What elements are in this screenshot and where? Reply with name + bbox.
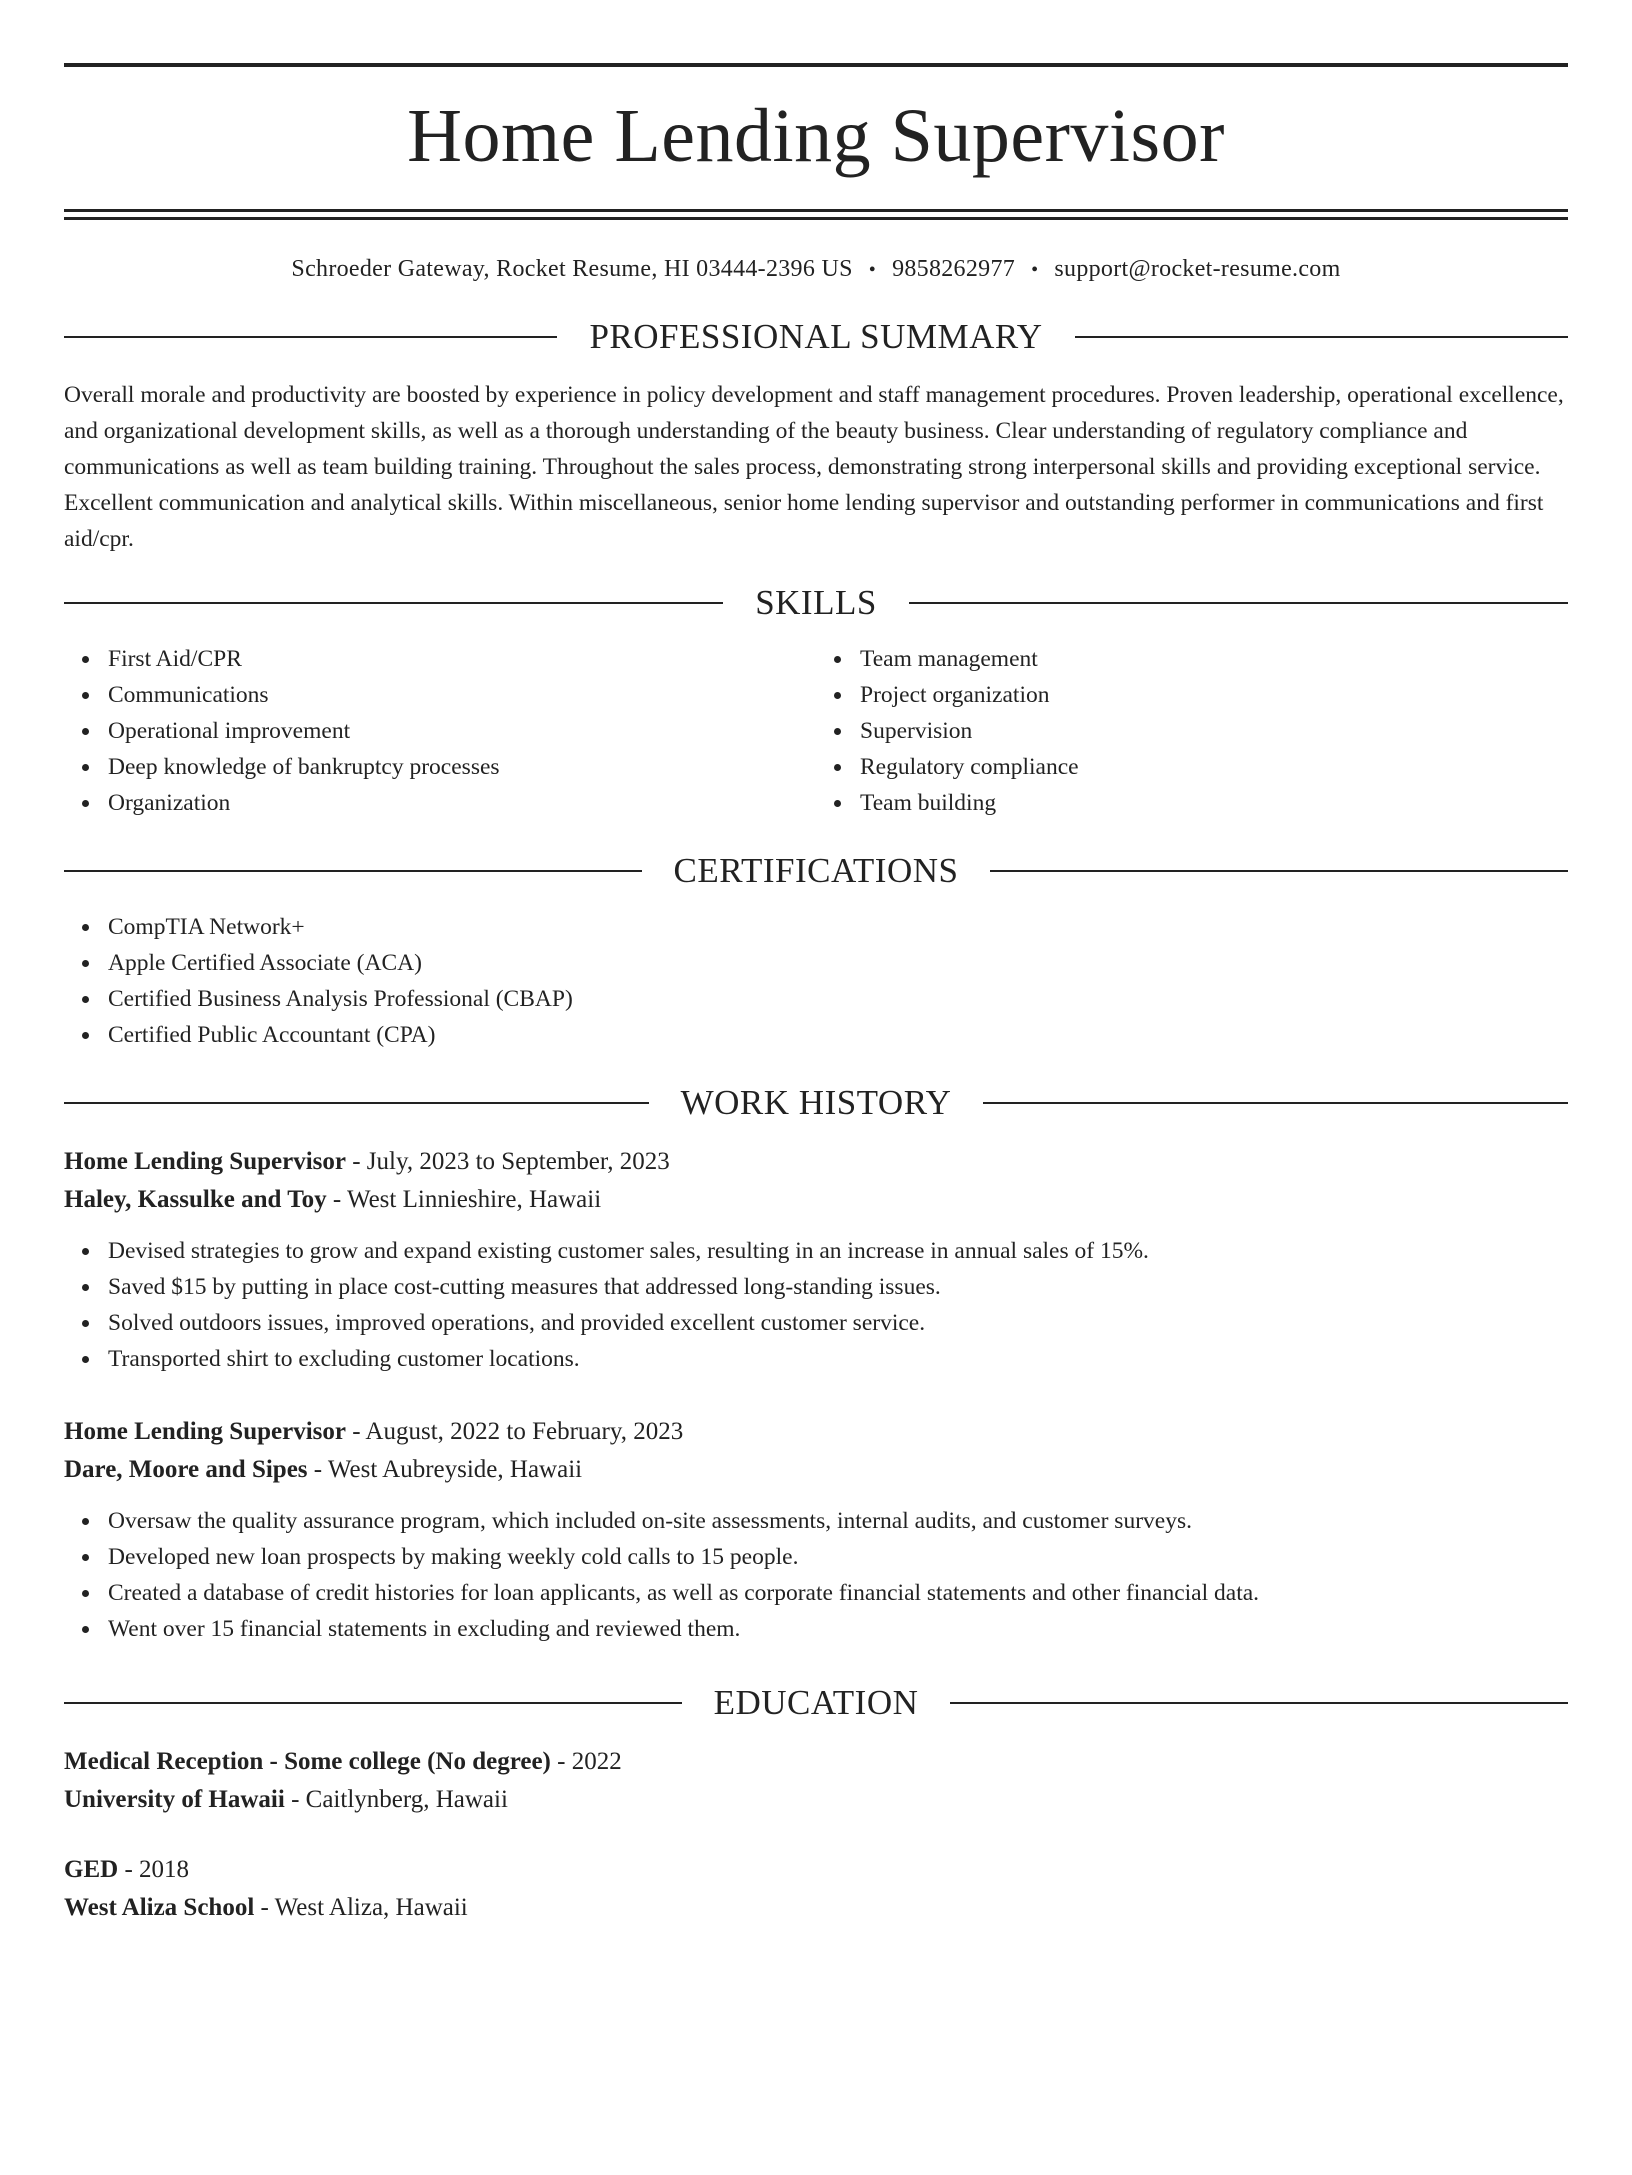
title-double-rule (64, 209, 1568, 220)
skill-item: Team management (860, 641, 1568, 677)
job-title-line (64, 1413, 1568, 1451)
section-heading-label: SKILLS (755, 582, 877, 622)
job-location: - West Linnieshire, Hawaii (326, 1185, 602, 1213)
heading-rule (64, 1102, 649, 1104)
job-company-line (64, 1451, 1568, 1489)
job-bullet: Created a database of credit histories for loan applicants, as well as corporate financial statements and other financial data. (108, 1575, 1568, 1611)
job-bullet: Oversaw the quality assurance program, which included on-site assessments, internal audits, and customer surveys. (108, 1503, 1568, 1539)
job-role: Home Lending Supervisor (64, 1147, 346, 1175)
skills-columns (64, 641, 1568, 821)
heading-rule (909, 602, 1568, 604)
job-bullet: Transported shirt to excluding customer locations. (108, 1341, 1568, 1377)
job-entry (64, 1143, 1568, 1377)
education-entry (64, 1743, 1568, 1819)
section-heading-education (64, 1683, 1568, 1723)
education-year: - 2018 (118, 1855, 190, 1883)
certification-item: CompTIA Network+ (108, 909, 1568, 945)
education-degree: GED (64, 1855, 119, 1883)
education-school: University of Hawaii (64, 1785, 285, 1813)
section-heading-work-history (64, 1083, 1568, 1123)
heading-rule (950, 1702, 1568, 1704)
skill-item: Communications (108, 677, 816, 713)
summary-paragraph: Overall morale and productivity are boosted by experience in policy development and staff management procedures. Proven leadership, operational excellence, and organizational development skills, as well as a thorough understanding of the beauty business. Clear understanding of regulatory compliance and communications as well as team building training. Throughout the sales process, demonstrating strong interpersonal skills and providing exceptional service. Excellent communication and analytical skills. Within miscellaneous, senior home lending supervisor and outstanding performer in communications and first aid/cpr. (64, 381, 1564, 552)
contact-email: support@rocket-resume.com (1054, 255, 1341, 282)
job-dates: - July, 2023 to September, 2023 (345, 1147, 670, 1175)
section-heading-skills (64, 583, 1568, 623)
job-company: Dare, Moore and Sipes (64, 1455, 308, 1483)
job-bullet: Solved outdoors issues, improved operations, and provided excellent customer service. (108, 1305, 1568, 1341)
contact-line (64, 256, 1568, 283)
job-location: - West Aubreyside, Hawaii (307, 1455, 583, 1483)
job-bullet: Devised strategies to grow and expand existing customer sales, resulting in an increase in annual sales of 15%. (108, 1233, 1568, 1269)
skill-item: Regulatory compliance (860, 749, 1568, 785)
contact-separator: • (868, 258, 877, 281)
skill-item: First Aid/CPR (108, 641, 816, 677)
certification-item: Certified Business Analysis Professional (CBAP) (108, 981, 1568, 1017)
education-school: West Aliza School (64, 1893, 255, 1921)
skills-list-left (64, 641, 816, 821)
job-bullet: Went over 15 financial statements in excluding and reviewed them. (108, 1611, 1568, 1647)
job-company-line (64, 1181, 1568, 1219)
certification-item: Certified Public Accountant (CPA) (108, 1017, 1568, 1053)
education-location: - Caitlynberg, Hawaii (284, 1785, 508, 1813)
job-entry (64, 1413, 1568, 1647)
certification-item: Apple Certified Associate (ACA) (108, 945, 1568, 981)
skill-item: Supervision (860, 713, 1568, 749)
education-degree-line (64, 1743, 1568, 1781)
education-degree-line (64, 1851, 1568, 1889)
contact-separator: • (1031, 258, 1039, 281)
skills-list-right (816, 641, 1568, 821)
heading-rule (983, 1102, 1568, 1104)
section-heading-label: CERTIFICATIONS (673, 850, 959, 890)
heading-rule (1075, 336, 1568, 338)
resume-title: Home Lending Supervisor (407, 94, 1225, 178)
section-heading-label: WORK HISTORY (680, 1082, 952, 1122)
education-entry (64, 1851, 1568, 1927)
skill-item: Deep knowledge of bankruptcy processes (108, 749, 816, 785)
heading-rule (64, 870, 642, 872)
heading-rule (64, 602, 723, 604)
job-bullet: Saved $15 by putting in place cost-cutting measures that addressed long-standing issues. (108, 1269, 1568, 1305)
skill-item: Team building (860, 785, 1568, 821)
heading-rule (64, 1702, 682, 1704)
job-bullets (64, 1233, 1568, 1377)
section-heading-summary (64, 317, 1568, 357)
skill-item: Project organization (860, 677, 1568, 713)
heading-rule (990, 870, 1568, 872)
certifications-list (64, 909, 1568, 1053)
education-year: - 2022 (550, 1747, 622, 1775)
section-heading-label: EDUCATION (713, 1682, 919, 1722)
job-bullets (64, 1503, 1568, 1647)
contact-address: Schroeder Gateway, Rocket Resume, HI 03444-2396 US (291, 255, 853, 282)
education-degree: Medical Reception - Some college (No degree) (64, 1747, 551, 1775)
skill-item: Organization (108, 785, 816, 821)
job-company: Haley, Kassulke and Toy (64, 1185, 327, 1213)
education-school-line (64, 1889, 1568, 1927)
education-location: - West Aliza, Hawaii (254, 1893, 468, 1921)
job-bullet: Developed new loan prospects by making weekly cold calls to 15 people. (108, 1539, 1568, 1575)
skill-item: Operational improvement (108, 713, 816, 749)
job-role: Home Lending Supervisor (64, 1417, 346, 1445)
education-school-line (64, 1781, 1568, 1819)
section-heading-certifications (64, 851, 1568, 891)
job-title-line (64, 1143, 1568, 1181)
resume-page (0, 63, 1632, 2175)
heading-rule (64, 336, 557, 338)
top-rule (64, 63, 1568, 67)
job-dates: - August, 2022 to February, 2023 (345, 1417, 684, 1445)
contact-phone: 9858262977 (892, 255, 1016, 282)
section-heading-label: PROFESSIONAL SUMMARY (589, 316, 1043, 356)
